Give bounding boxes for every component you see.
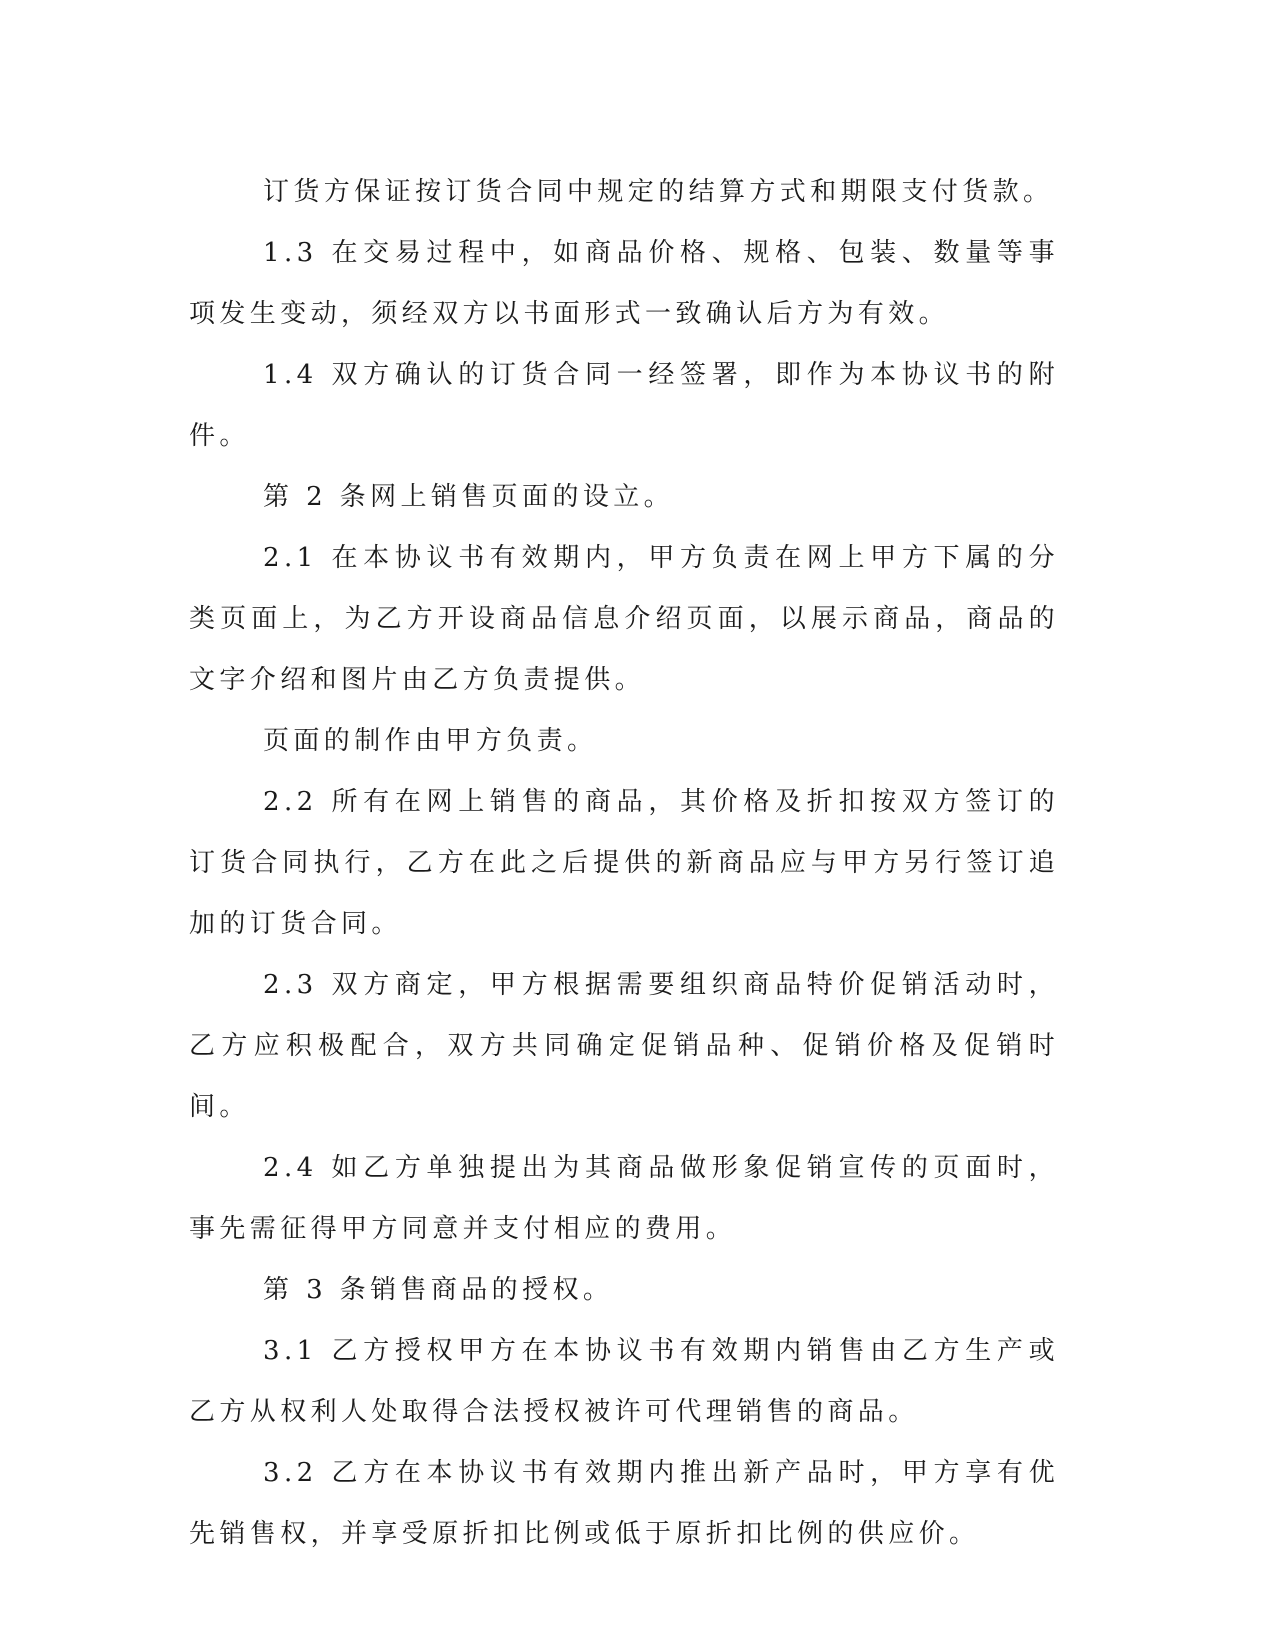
paragraph-1-3: 1.3 在交易过程中，如商品价格、规格、包装、数量等事项发生变动，须经双方以书面形式一致确认后方为有效。 [189, 238, 1059, 329]
document-body [189, 162, 1059, 1565]
article-2-heading: 第 2 条网上销售页面的设立。 [263, 482, 675, 512]
paragraph-2-3: 2.3 双方商定，甲方根据需要组织商品特价促销活动时，乙方应积极配合，双方共同确定促销品种、促销价格及促销时间。 [189, 970, 1059, 1122]
article-3-heading: 第 3 条销售商品的授权。 [263, 1275, 614, 1305]
paragraph-page-production: 页面的制作由甲方负责。 [263, 726, 598, 756]
paragraph-2-1: 2.1 在本协议书有效期内，甲方负责在网上甲方下属的分类页面上，为乙方开设商品信息介绍页面，以展示商品，商品的文字介绍和图片由乙方负责提供。 [189, 543, 1059, 695]
paragraph-payment-terms: 订货方保证按订货合同中规定的结算方式和期限支付货款。 [263, 177, 1054, 207]
paragraph-3-1: 3.1 乙方授权甲方在本协议书有效期内销售由乙方生产或乙方从权利人处取得合法授权被许可代理销售的商品。 [189, 1336, 1059, 1427]
paragraph-2-4: 2.4 如乙方单独提出为其商品做形象促销宣传的页面时，事先需征得甲方同意并支付相应的费用。 [189, 1153, 1059, 1244]
paragraph-1-4: 1.4 双方确认的订货合同一经签署，即作为本协议书的附件。 [189, 360, 1059, 451]
paragraph-3-2: 3.2 乙方在本协议书有效期内推出新产品时，甲方享有优先销售权，并享受原折扣比例或低于原折扣比例的供应价。 [189, 1458, 1059, 1549]
paragraph-2-2: 2.2 所有在网上销售的商品，其价格及折扣按双方签订的订货合同执行，乙方在此之后提供的新商品应与甲方另行签订追加的订货合同。 [189, 787, 1059, 939]
